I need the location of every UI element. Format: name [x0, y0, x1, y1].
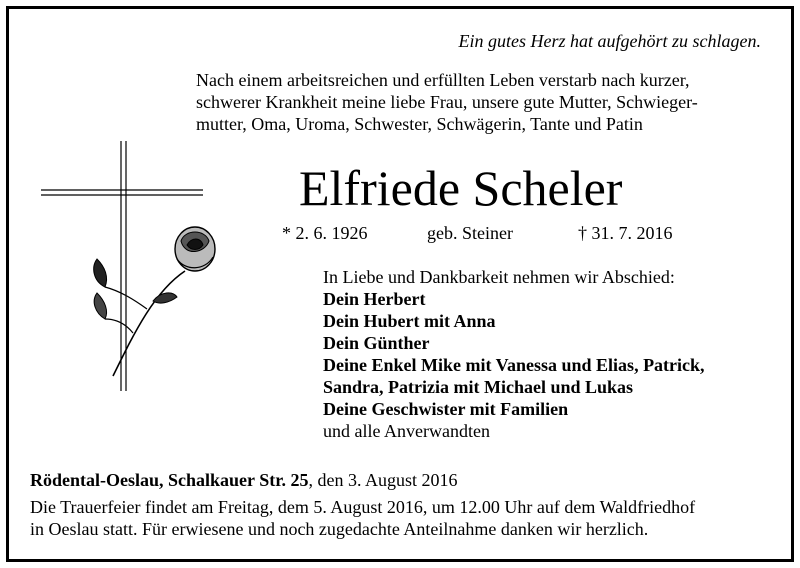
mourner-line: Dein Herbert	[323, 289, 426, 309]
deceased-name: Elfriede Scheler	[299, 160, 623, 216]
mourner-line: Deine Enkel Mike mit Vanessa und Elias, Patrick,	[323, 355, 705, 375]
service-info	[30, 496, 780, 540]
obituary-notice	[6, 6, 794, 562]
intro-text	[196, 69, 776, 135]
mourner-line: Dein Günther	[323, 333, 430, 353]
intro-line: schwerer Krankheit meine liebe Frau, unsere gute Mutter, Schwieger-	[196, 92, 698, 112]
cross-with-rose-icon	[35, 141, 225, 401]
intro-line: Nach einem arbeitsreichen und erfüllten Leben verstarb nach kurzer,	[196, 70, 690, 90]
motto: Ein gutes Herz hat aufgehört zu schlagen.	[458, 31, 761, 51]
death-date: † 31. 7. 2016	[578, 223, 673, 243]
birth-date: * 2. 6. 1926	[282, 223, 368, 243]
address-place: Rödental-Oeslau, Schalkauer Str. 25	[30, 470, 309, 490]
service-line: in Oeslau statt. Für erwiesene und noch zugedachte Anteilnahme danken wir herzlich.	[30, 519, 649, 539]
mourner-line: Deine Geschwister mit Familien	[323, 399, 569, 419]
mourner-line: Sandra, Patrizia mit Michael und Lukas	[323, 377, 634, 397]
mourners-block	[323, 266, 793, 442]
intro-line: mutter, Oma, Uroma, Schwester, Schwägerin, Tante und Patin	[196, 114, 643, 134]
mourner-line: Dein Hubert mit Anna	[323, 311, 496, 331]
farewell-line: In Liebe und Dankbarkeit nehmen wir Abschied:	[323, 267, 675, 287]
relatives-line: und alle Anverwandten	[323, 421, 490, 441]
maiden-name: geb. Steiner	[427, 223, 513, 243]
address-date: , den 3. August 2016	[308, 470, 458, 490]
address-line	[30, 469, 458, 491]
service-line: Die Trauerfeier findet am Freitag, dem 5. August 2016, um 12.00 Uhr auf dem Waldfriedhof	[30, 497, 696, 517]
